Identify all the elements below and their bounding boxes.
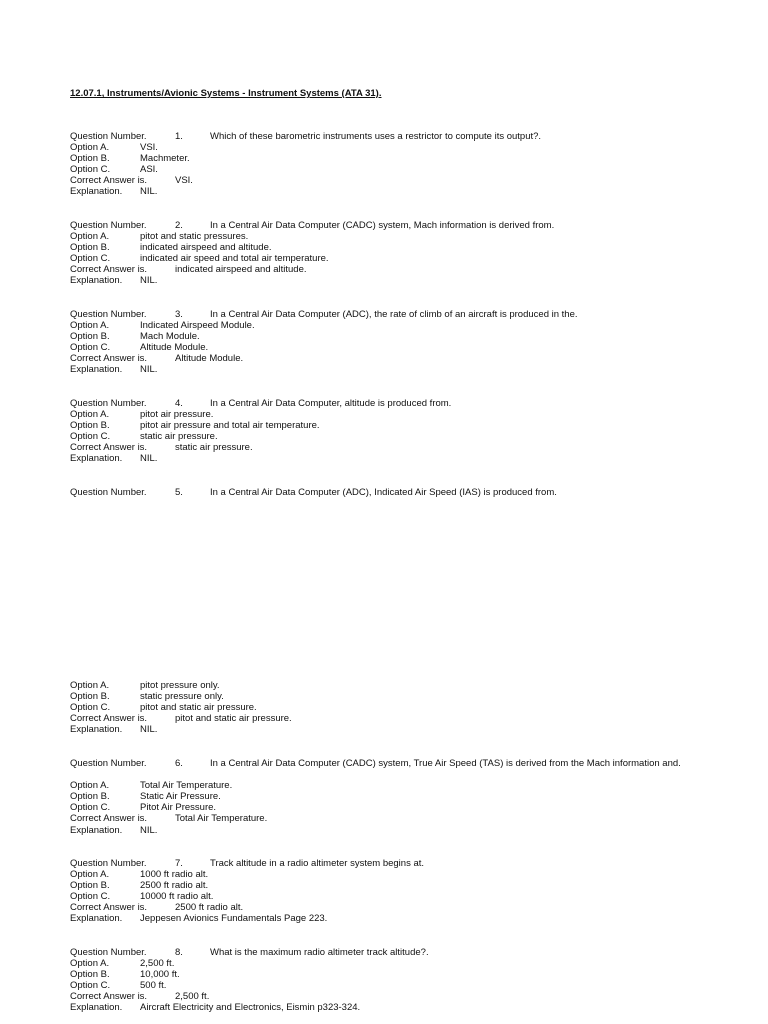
option-a-label: Option A. — [70, 869, 110, 881]
explanation-text: Jeppesen Avionics Fundamentals Page 223. — [140, 913, 328, 925]
option-a-label: Option A. — [70, 142, 110, 154]
option-c-text: Pitot Air Pressure. — [140, 802, 217, 814]
correct-answer-label: Correct Answer is. — [70, 991, 148, 1003]
explanation-label: Explanation. — [70, 913, 123, 925]
option-b-text: 10,000 ft. — [140, 969, 180, 981]
question-block — [70, 309, 750, 376]
question-text: In a Central Air Data Computer (ADC), Indicated Air Speed (IAS) is produced from. — [210, 487, 557, 498]
option-a-text: pitot and static pressures. — [140, 231, 249, 243]
explanation-row — [70, 724, 750, 735]
option-a-text: VSI. — [140, 142, 158, 154]
option-c-text: 10000 ft radio alt. — [140, 891, 214, 903]
option-b-text: indicated airspeed and altitude. — [140, 242, 272, 254]
option-b-row — [70, 691, 750, 702]
option-c-text: pitot and static air pressure. — [140, 702, 257, 714]
explanation-row — [70, 453, 750, 464]
explanation-text: NIL. — [140, 275, 158, 287]
question-text: What is the maximum radio altimeter track altitude?. — [210, 947, 429, 958]
option-b-label: Option B. — [70, 791, 110, 803]
option-a-text: Total Air Temperature. — [140, 780, 233, 792]
question-number: 3. — [175, 309, 183, 320]
correct-answer-text: 2500 ft radio alt. — [175, 902, 244, 914]
option-b-label: Option B. — [70, 691, 110, 703]
question-row — [70, 947, 750, 958]
question-block — [70, 487, 750, 498]
explanation-label: Explanation. — [70, 275, 123, 287]
option-a-label: Option A. — [70, 231, 110, 243]
option-a-text: 1000 ft radio alt. — [140, 869, 209, 881]
explanation-label: Explanation. — [70, 724, 123, 736]
explanation-text: NIL. — [140, 453, 158, 465]
blank-line — [70, 769, 750, 780]
question-text: In a Central Air Data Computer, altitude is produced from. — [210, 398, 452, 409]
explanation-row — [70, 275, 750, 286]
option-b-text: static pressure only. — [140, 691, 224, 703]
option-a-row — [70, 409, 750, 420]
question-text: In a Central Air Data Computer (CADC) system, Mach information is derived from. — [210, 220, 555, 231]
explanation-label: Explanation. — [70, 453, 123, 465]
explanation-text: NIL. — [140, 364, 158, 376]
correct-answer-label: Correct Answer is. — [70, 175, 148, 187]
explanation-text: Aircraft Electricity and Electronics, Eismin p323-324. — [140, 1002, 361, 1014]
question-text: Track altitude in a radio altimeter system begins at. — [210, 858, 425, 869]
explanation-label: Explanation. — [70, 364, 123, 376]
correct-answer-label: Correct Answer is. — [70, 264, 148, 276]
document-heading: 12.07.1, Instruments/Avionic Systems - Instrument Systems (ATA 31). — [70, 88, 382, 99]
correct-answer-text: Total Air Temperature. — [175, 813, 268, 825]
option-c-text: static air pressure. — [140, 431, 218, 443]
correct-answer-label: Correct Answer is. — [70, 713, 148, 725]
correct-answer-label: Correct Answer is. — [70, 442, 148, 454]
question-row — [70, 758, 750, 769]
explanation-row — [70, 913, 750, 924]
question-text: In a Central Air Data Computer (CADC) system, True Air Speed (TAS) is derived from the Mach information and. — [210, 758, 681, 769]
explanation-label: Explanation. — [70, 1002, 123, 1014]
option-b-label: Option B. — [70, 242, 110, 254]
question-block — [70, 398, 750, 465]
option-c-label: Option C. — [70, 164, 111, 176]
question-number-label: Question Number. — [70, 309, 147, 320]
correct-answer-text: pitot and static air pressure. — [175, 713, 292, 725]
correct-answer-text: indicated airspeed and altitude. — [175, 264, 307, 276]
option-b-row — [70, 791, 750, 802]
question-number: 6. — [175, 758, 183, 769]
option-a-row — [70, 780, 750, 791]
correct-answer-label: Correct Answer is. — [70, 902, 148, 914]
option-b-text: 2500 ft radio alt. — [140, 880, 209, 892]
correct-answer-text: VSI. — [175, 175, 193, 187]
question-text: In a Central Air Data Computer (ADC), the rate of climb of an aircraft is produced in the. — [210, 309, 578, 320]
question-number: 7. — [175, 858, 183, 869]
explanation-label: Explanation. — [70, 186, 123, 198]
question-row — [70, 487, 750, 498]
question-number: 2. — [175, 220, 183, 231]
option-b-label: Option B. — [70, 969, 110, 981]
question-block — [70, 947, 750, 1014]
explanation-row — [70, 364, 750, 375]
option-b-label: Option B. — [70, 153, 110, 165]
option-c-row — [70, 164, 750, 175]
option-a-row — [70, 958, 750, 969]
question-number-label: Question Number. — [70, 758, 147, 769]
option-c-row — [70, 802, 750, 813]
option-c-row — [70, 253, 750, 264]
option-a-label: Option A. — [70, 409, 110, 421]
question-text: Which of these barometric instruments uses a restrictor to compute its output?. — [210, 131, 542, 142]
question-row — [70, 398, 750, 409]
question-number: 1. — [175, 131, 183, 142]
correct-answer-label: Correct Answer is. — [70, 813, 148, 825]
option-c-label: Option C. — [70, 253, 111, 265]
question-block — [70, 131, 750, 198]
option-b-label: Option B. — [70, 331, 110, 343]
option-b-row — [70, 331, 750, 342]
option-c-text: Altitude Module. — [140, 342, 209, 354]
option-a-row — [70, 869, 750, 880]
option-a-row — [70, 680, 750, 691]
question-row — [70, 858, 750, 869]
question-row — [70, 309, 750, 320]
option-a-label: Option A. — [70, 680, 110, 691]
correct-answer-text: static air pressure. — [175, 442, 253, 454]
correct-answer-text: 2,500 ft. — [175, 991, 210, 1003]
option-a-label: Option A. — [70, 958, 110, 970]
option-a-text: pitot air pressure. — [140, 409, 214, 421]
option-b-text: pitot air pressure and total air temperature. — [140, 420, 320, 432]
option-a-row — [70, 320, 750, 331]
correct-answer-row — [70, 175, 750, 186]
correct-answer-row — [70, 442, 750, 453]
option-b-text: Static Air Pressure. — [140, 791, 221, 803]
option-c-text: ASI. — [140, 164, 158, 176]
option-c-label: Option C. — [70, 342, 111, 354]
option-c-label: Option C. — [70, 431, 111, 443]
option-c-text: indicated air speed and total air temperature. — [140, 253, 329, 265]
question-block — [70, 220, 750, 287]
correct-answer-row — [70, 813, 750, 824]
explanation-row — [70, 825, 750, 836]
option-b-row — [70, 880, 750, 891]
option-b-label: Option B. — [70, 880, 110, 892]
question-number-label: Question Number. — [70, 131, 147, 142]
question-number-label: Question Number. — [70, 947, 147, 958]
question-row — [70, 220, 750, 231]
question-number-label: Question Number. — [70, 220, 147, 231]
option-c-label: Option C. — [70, 980, 111, 992]
correct-answer-row — [70, 991, 750, 1002]
question-number-label: Question Number. — [70, 858, 147, 869]
option-a-row — [70, 231, 750, 242]
question-block — [70, 758, 750, 836]
option-a-label: Option A. — [70, 320, 110, 332]
question-row — [70, 131, 750, 142]
option-a-text: 2,500 ft. — [140, 958, 175, 970]
question-options-block — [70, 680, 750, 735]
option-b-text: Machmeter. — [140, 153, 190, 165]
option-c-row — [70, 891, 750, 902]
option-c-label: Option C. — [70, 891, 111, 903]
correct-answer-label: Correct Answer is. — [70, 353, 148, 365]
question-number-label: Question Number. — [70, 398, 147, 409]
option-c-label: Option C. — [70, 702, 111, 714]
option-a-row — [70, 142, 750, 153]
correct-answer-text: Altitude Module. — [175, 353, 244, 365]
correct-answer-row — [70, 353, 750, 364]
option-c-row — [70, 980, 750, 991]
option-a-label: Option A. — [70, 780, 110, 792]
option-b-row — [70, 153, 750, 164]
question-number: 8. — [175, 947, 183, 958]
option-b-row — [70, 420, 750, 431]
explanation-text: NIL. — [140, 186, 158, 198]
option-c-row — [70, 342, 750, 353]
correct-answer-row — [70, 713, 750, 724]
question-number: 4. — [175, 398, 183, 409]
question-number-label: Question Number. — [70, 487, 147, 498]
option-b-row — [70, 242, 750, 253]
question-block — [70, 858, 750, 925]
explanation-text: NIL. — [140, 824, 158, 836]
explanation-text: NIL. — [140, 724, 158, 736]
explanation-label: Explanation. — [70, 824, 123, 836]
option-c-text: 500 ft. — [140, 980, 167, 992]
option-a-text: pitot pressure only. — [140, 680, 220, 691]
question-number: 5. — [175, 487, 183, 498]
option-a-text: Indicated Airspeed Module. — [140, 320, 255, 332]
option-b-label: Option B. — [70, 420, 110, 432]
option-b-row — [70, 969, 750, 980]
option-c-label: Option C. — [70, 802, 111, 814]
correct-answer-row — [70, 264, 750, 275]
option-c-row — [70, 431, 750, 442]
option-b-text: Mach Module. — [140, 331, 200, 343]
explanation-row — [70, 1002, 750, 1013]
explanation-row — [70, 186, 750, 197]
correct-answer-row — [70, 902, 750, 913]
option-c-row — [70, 702, 750, 713]
